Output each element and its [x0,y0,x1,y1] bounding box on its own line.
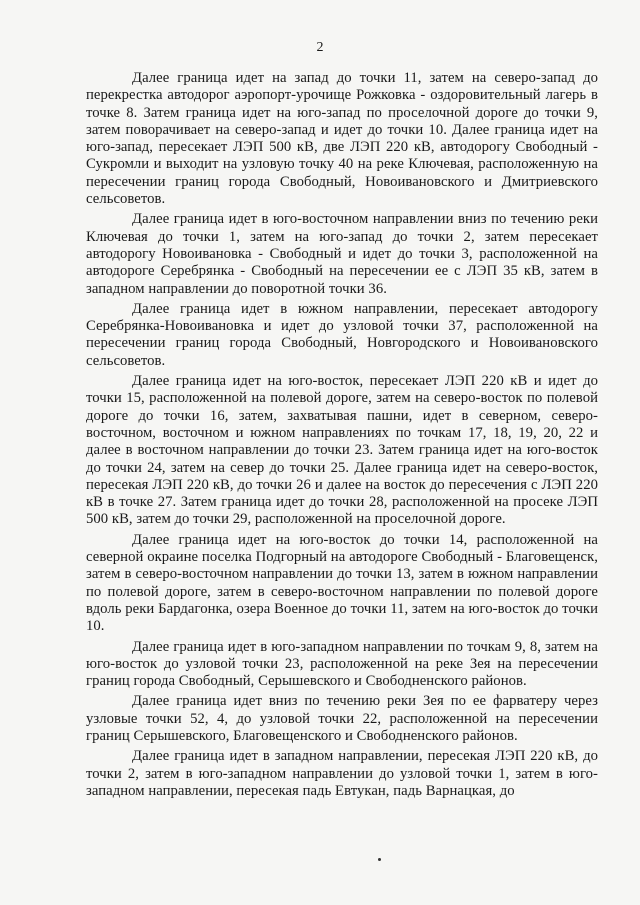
paragraph-8: Далее граница идет в западном направлении, пересекая ЛЭП 220 кВ, до точки 2, затем в юго-западном направлении до узловой точки 1, затем в юго-западном направлении, пересекая падь Евтукан, падь Варнацкая, до [86,748,598,799]
document-body [86,70,598,803]
paragraph-3: Далее граница идет в южном направлении, пересекает автодорогу Серебрянка-Новоивановка и идет до узловой точки 37, расположенной на пересечении границ города Свободный, Новгородского и Новоивановского сельсоветов. [86,300,598,369]
paragraph-7: Далее граница идет вниз по течению реки Зея по ее фарватеру через узловые точки 52, 4, до узловой точки 22, расположенной на пересечении границ Серышевского, Благовещенского и Свободненского районов. [86,693,598,744]
paragraph-6: Далее граница идет в юго-западном направлении по точкам 9, 8, затем на юго-восток до узловой точки 23, расположенной на реке Зея на пересечении границ города Свободный, Серышевского и Свободненского районов. [86,638,598,690]
paragraph-1: Далее граница идет на запад до точки 11, затем на северо-запад до перекрестка автодорог аэропорт-урочище Рожковка - оздоровительный лагерь в точке 8. Затем граница идет на юго-запад по проселочной дороге до точки 9, затем поворачивает на северо-запад и идет до точки 10. Далее граница идет на юго-запад, пересекает ЛЭП 500 кВ, две ЛЭП 220 кВ, автодорогу Свободный - Сукромли и выходит на узловую точку 40 на реке Ключевая, расположенную на пересечении границ города Свободный, Новоивановского и Дмитриевского сельсоветов. [86,70,598,208]
paragraph-2: Далее граница идет в юго-восточном направлении вниз по течению реки Ключевая до точки 1, затем на юго-запад до точки 2, затем пересекает автодорогу Новоивановка - Свободный и идет до точки 3, расположенной на автодороге Серебрянка - Свободный на пересечении ее с ЛЭП 35 кВ, затем в западном направлении до поворотной точки 36. [86,211,598,297]
scan-speck [378,858,381,861]
page-number: 2 [316,40,324,55]
paragraph-5: Далее граница идет на юго-восток до точки 14, расположенной на северной окраине поселка Подгорный на автодороге Свободный - Благовещенск, затем в северо-восточном направлении до точки 13, затем в южном направлении по полевой дороге, затем в северо-восточном направлении по полевой дороге вдоль реки Бардагонка, озера Военное до точки 11, затем на юго-восток до точки 10. [86,531,598,635]
paragraph-4: Далее граница идет на юго-восток, пересекает ЛЭП 220 кВ и идет до точки 15, расположенной на полевой дороге, затем на северо-восток по полевой дороге до точки 16, затем, захватывая пашни, идет в северном, северо-восточном, восточном и южном направлениях по точкам 17, 18, 19, 20, 22 и далее в восточном направлении до точки 23. Затем граница идет на юго-восток до точки 24, затем на север до точки 25. Далее граница идет на северо-восток, пересекая ЛЭП 220 кВ, до точки 26 и далее на восток до пересечения с ЛЭП 220 кВ в точке 27. Затем граница идет до точки 28, расположенной на просеке ЛЭП 500 кВ, затем до точки 29, расположенной на проселочной дороге. [86,373,598,528]
